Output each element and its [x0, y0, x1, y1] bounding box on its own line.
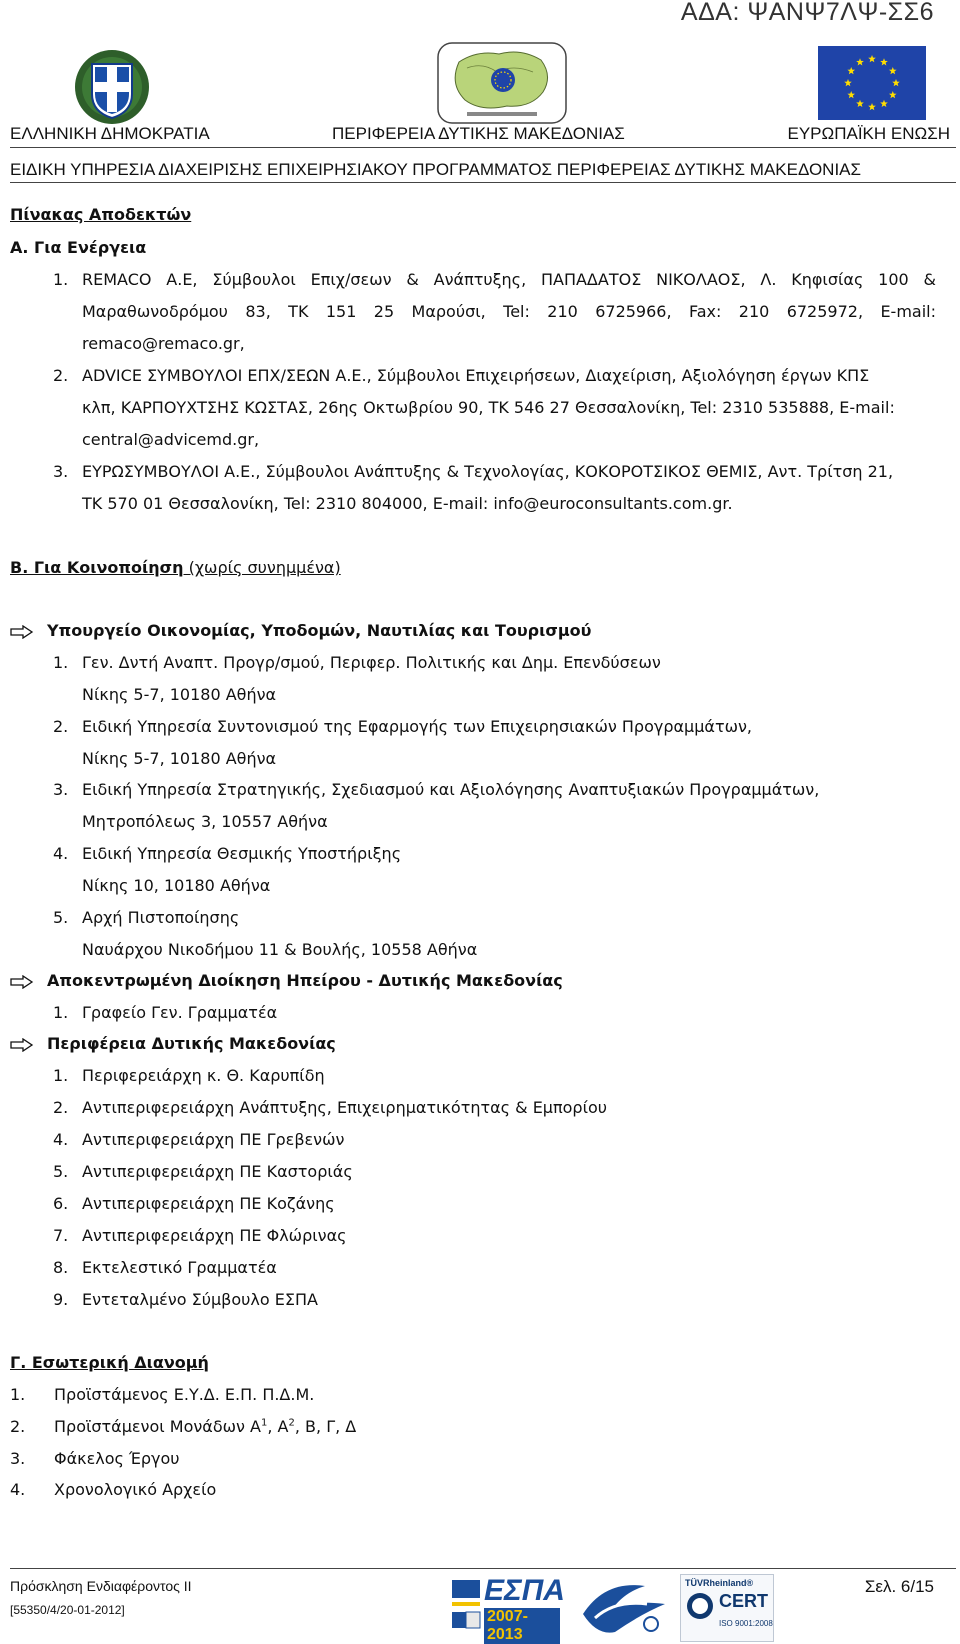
- header-right-label: ΕΥΡΩΠΑΪΚΗ ΕΝΩΣΗ: [787, 124, 950, 143]
- list-item: κλπ, ΚΑΡΠΟΥΧΤΣΗΣ ΚΩΣΤΑΣ, 26ης Οκτωβρίου 90, ΤΚ 546 27 Θεσσαλονίκη, Tel: 2310 535888, E-mail:: [82, 398, 895, 417]
- list-item: Φάκελος Έργου: [54, 1449, 180, 1468]
- list-item: Αντιπεριφερειάρχη Ανάπτυξης, Επιχειρηματικότητας & Εμπορίου: [82, 1098, 608, 1117]
- cert-text: CERT: [719, 1591, 768, 1611]
- header-divider-bottom: [10, 182, 956, 183]
- list-item-number: 3.: [53, 462, 69, 481]
- list-item-number: 4.: [53, 1130, 69, 1149]
- list-item: remaco@remaco.gr,: [82, 334, 245, 353]
- list-item-address: Νίκης 5-7, 10180 Αθήνα: [82, 749, 277, 768]
- superscript: 1: [261, 1417, 268, 1429]
- list-item: Γραφείο Γεν. Γραμματέα: [82, 1003, 278, 1022]
- western-macedonia-region-logo: [437, 42, 567, 124]
- cert-iso-text: ISO 9001:2008: [719, 1619, 773, 1628]
- list-item-number: 4.: [10, 1480, 26, 1499]
- outline-right-arrow-icon: [10, 975, 34, 989]
- list-item-number: 2.: [53, 717, 69, 736]
- list-item: Εκτελεστικό Γραμματέα: [82, 1258, 277, 1277]
- list-item: central@advicemd.gr,: [82, 430, 260, 449]
- ada-code: ΑΔΑ: ΨΑΝΨ7ΛΨ-ΣΣ6: [680, 0, 934, 26]
- greek-coat-of-arms-logo: [72, 46, 152, 126]
- espa-flag-icon: [450, 1578, 482, 1632]
- list-item-number: 1.: [53, 1066, 69, 1085]
- page-number: Σελ. 6/15: [864, 1577, 934, 1596]
- page-title: Πίνακας Αποδεκτών: [10, 205, 192, 224]
- list-item-number: 1.: [53, 1003, 69, 1022]
- footer-divider: [10, 1568, 956, 1569]
- list-item: Ειδική Υπηρεσία Στρατηγικής, Σχεδιασμού και Αξιολόγησης Αναπτυξιακών Προγραμμάτων,: [82, 780, 820, 799]
- espa-logo: [450, 1572, 565, 1643]
- list-item-number: 1.: [10, 1385, 26, 1404]
- list-item: Εντεταλμένο Σύμβουλο ΕΣΠΑ: [82, 1290, 318, 1309]
- group-heading: Υπουργείο Οικονομίας, Υποδομών, Ναυτιλίας και Τουρισμού: [47, 621, 592, 640]
- header-divider: [10, 147, 956, 148]
- list-item-number: 5.: [53, 908, 69, 927]
- section-b-note: (χωρίς συνημμένα): [183, 558, 341, 577]
- list-item-address: Μητροπόλεως 3, 10557 Αθήνα: [82, 812, 328, 831]
- list-item-number: 1.: [53, 653, 69, 672]
- list-item: ΕΥΡΩΣΥΜΒΟΥΛΟΙ Α.Ε., Σύμβουλοι Ανάπτυξης & Τεχνολογίας, ΚΟΚΟΡΟΤΣΙΚΟΣ ΘΕΜΙΣ, Αντ. Τρίτση 21,: [82, 462, 894, 481]
- list-item-number: 2.: [53, 1098, 69, 1117]
- superscript: 2: [288, 1417, 295, 1429]
- group-heading: Περιφέρεια Δυτικής Μακεδονίας: [47, 1034, 336, 1053]
- list-item: Ειδική Υπηρεσία Συντονισμού της Εφαρμογής των Επιχειρησιακών Προγραμμάτων,: [82, 717, 752, 736]
- list-item: Αντιπεριφερειάρχη ΠΕ Φλώρινας: [82, 1226, 347, 1245]
- list-item-number: 1.: [53, 270, 69, 289]
- section-b-heading: [10, 558, 341, 577]
- list-item: Περιφερειάρχη κ. Θ. Καρυπίδη: [82, 1066, 325, 1085]
- outline-right-arrow-icon: [10, 1038, 34, 1052]
- header-subtitle: ΕΙΔΙΚΗ ΥΠΗΡΕΣΙΑ ΔΙΑΧΕΙΡΙΣΗΣ ΕΠΙΧΕΙΡΗΣΙΑΚΟΥ ΠΡΟΓΡΑΜΜΑΤΟΣ ΠΕΡΙΦΕΡΕΙΑΣ ΔΥΤΙΚΗΣ ΜΑΚΕΔΟΝΙΑΣ: [10, 160, 862, 179]
- header-middle-label: ΠΕΡΙΦΕΡΕΙΑ ΔΥΤΙΚΗΣ ΜΑΚΕΔΟΝΙΑΣ: [332, 124, 625, 143]
- section-g-heading: Γ. Εσωτερική Διανομή: [10, 1353, 209, 1372]
- list-item: Μαραθωνοδρόμου 83, ΤΚ 151 25 Μαρούσι, Tel: 210 6725966, Fax: 210 6725972, E-mail:: [82, 302, 936, 321]
- footer-protocol: [55350/4/20-01-2012]: [10, 1603, 125, 1617]
- list-item-address: Νίκης 5-7, 10180 Αθήνα: [82, 685, 277, 704]
- list-item-text: Προϊστάμενοι Μονάδων Α: [54, 1417, 261, 1436]
- list-item: Ειδική Υπηρεσία Θεσμικής Υποστήριξης: [82, 844, 402, 863]
- list-item: Αντιπεριφερειάρχη ΠΕ Γρεβενών: [82, 1130, 345, 1149]
- swirl-logo: [575, 1574, 675, 1640]
- list-item: Χρονολογικό Αρχείο: [54, 1480, 217, 1499]
- tuv-seal-icon: [685, 1591, 715, 1621]
- list-item-number: 2.: [10, 1417, 26, 1436]
- list-item-text: , Β, Γ, Δ: [294, 1417, 357, 1436]
- list-item-number: 7.: [53, 1226, 69, 1245]
- list-item-number: 3.: [53, 780, 69, 799]
- section-b-title: Β. Για Κοινοποίηση: [10, 558, 184, 577]
- group-heading: Αποκεντρωμένη Διοίκηση Ηπείρου - Δυτικής Μακεδονίας: [47, 971, 563, 990]
- list-item-number: 8.: [53, 1258, 69, 1277]
- list-item-number: 4.: [53, 844, 69, 863]
- espa-logo-text: ΕΣΠΑ: [484, 1574, 565, 1607]
- section-a-heading: Α. Για Ενέργεια: [10, 238, 147, 257]
- list-item: REMACO Α.Ε, Σύμβουλοι Επιχ/σεων & Ανάπτυξης, ΠΑΠΑΔΑΤΟΣ ΝΙΚΟΛΑΟΣ, Λ. Κηφισίας 100 &: [82, 270, 936, 289]
- header-left-label: ΕΛΛΗΝΙΚΗ ΔΗΜΟΚΡΑΤΙΑ: [10, 124, 210, 143]
- list-item: Αρχή Πιστοποίησης: [82, 908, 240, 927]
- list-item-number: 3.: [10, 1449, 26, 1468]
- list-item: Αντιπεριφερειάρχη ΠΕ Κοζάνης: [82, 1194, 335, 1213]
- list-item-text: , Α: [267, 1417, 289, 1436]
- espa-logo-years: 2007-2013: [484, 1608, 560, 1644]
- eu-flag-logo: [818, 46, 926, 120]
- list-item-address: Ναυάρχου Νικοδήμου 11 & Βουλής, 10558 Αθήνα: [82, 940, 478, 959]
- tuv-brand-text: TÜVRheinland®: [685, 1578, 754, 1588]
- list-item-number: 6.: [53, 1194, 69, 1213]
- list-item-number: 5.: [53, 1162, 69, 1181]
- outline-right-arrow-icon: [10, 625, 34, 639]
- list-item: ADVICE ΣΥΜΒΟΥΛΟΙ ΕΠΧ/ΣΕΩΝ Α.Ε., Σύμβουλοι Επιχειρήσεων, Διαχείριση, Αξιολόγηση έργων ΚΠΣ: [82, 366, 870, 385]
- list-item: Γεν. Δντή Αναπτ. Προγρ/σμού, Περιφερ. Πολιτικής και Δημ. Επενδύσεων: [82, 653, 661, 672]
- list-item: [54, 1417, 356, 1436]
- list-item-number: 9.: [53, 1290, 69, 1309]
- list-item: Προϊστάμενος Ε.Υ.Δ. Ε.Π. Π.Δ.Μ.: [54, 1385, 315, 1404]
- tuv-cert-logo: [680, 1574, 774, 1642]
- list-item: ΤΚ 570 01 Θεσσαλονίκη, Tel: 2310 804000, E-mail: info@euroconsultants.com.gr.: [82, 494, 733, 513]
- footer-doc-title: Πρόσκληση Ενδιαφέροντος ΙΙ: [10, 1578, 192, 1594]
- list-item: Αντιπεριφερειάρχη ΠΕ Καστοριάς: [82, 1162, 353, 1181]
- list-item-number: 2.: [53, 366, 69, 385]
- list-item-address: Νίκης 10, 10180 Αθήνα: [82, 876, 271, 895]
